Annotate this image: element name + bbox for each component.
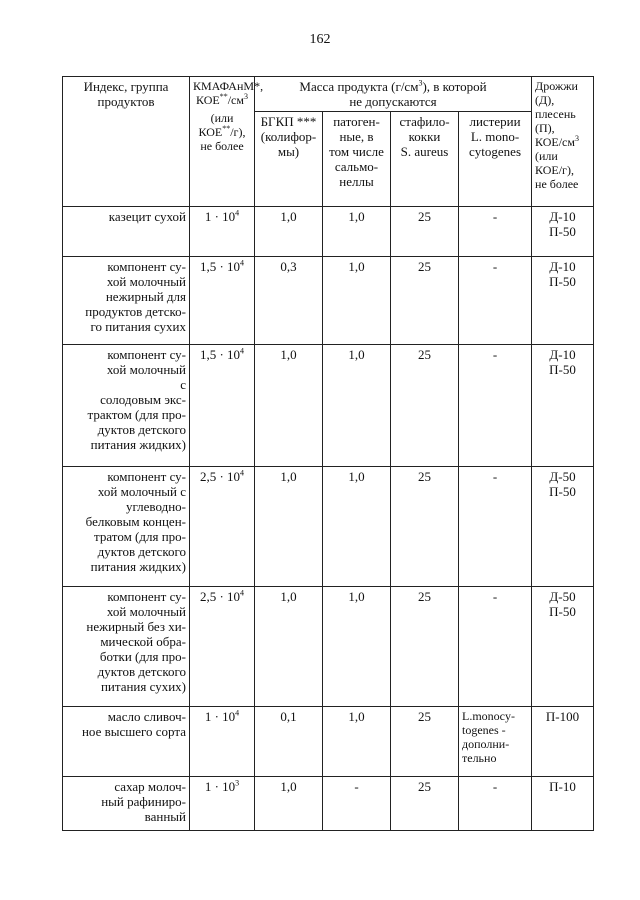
table-row — [63, 345, 594, 467]
header-row-1 — [63, 77, 594, 112]
header-kmafanm-line5: не более — [200, 139, 244, 153]
bgkp-value: 1,0 — [255, 587, 323, 707]
pathogens-value: 1,0 — [323, 345, 391, 467]
header-staph: стафило- кокки S. aureus — [391, 112, 459, 207]
pathogens-value: 1,0 — [323, 257, 391, 345]
header-bgkp: БГКП *** (колифор- мы) — [255, 112, 323, 207]
yeast-value: П-100 — [532, 707, 594, 777]
yeast-value: Д-50 П-50 — [532, 587, 594, 707]
staph-value: 25 — [391, 587, 459, 707]
listeria-value: - — [459, 467, 532, 587]
kmafanm-value: $1 \cdot 10^4$ — [190, 707, 255, 777]
listeria-value: - — [459, 207, 532, 257]
bgkp-value: 1,0 — [255, 777, 323, 831]
product-name: компонент су- хой молочный с углеводно- белковым концен- тратом (для про- дуктов детского питания жидких) — [63, 467, 190, 587]
product-name: компонент су- хой молочный нежирный для продуктов детско- го питания сухих — [63, 257, 190, 345]
table-row — [63, 587, 594, 707]
table-row — [63, 467, 594, 587]
bgkp-value: 1,0 — [255, 467, 323, 587]
header-index-group: Индекс, группа продуктов — [63, 77, 190, 207]
product-name: сахар молоч- ный рафиниро- ванный — [63, 777, 190, 831]
header-kmafanm — [190, 77, 264, 207]
header-kmafanm-line4: КОЕ**/г), — [198, 124, 246, 139]
product-name: компонент су- хой молочный нежирный без хи- мической обра- ботки (для про- дуктов детского питания сухих) — [63, 587, 190, 707]
bgkp-value: 0,1 — [255, 707, 323, 777]
microbiological-norms-table — [62, 76, 594, 831]
pathogens-value: 1,0 — [323, 587, 391, 707]
pathogens-value: - — [323, 777, 391, 831]
kmafanm-value: $1 \cdot 10^4$ — [190, 207, 255, 257]
header-listeria: листерии L. mono- cytogenes — [459, 112, 532, 207]
bgkp-value: 1,0 — [255, 207, 323, 257]
header-mass-text-b: ), в которой не допускаются — [349, 79, 487, 109]
header-kmafanm-line2: $КОЕ^{**}/см^3$ — [196, 92, 248, 107]
header-kmafanm-line1: КМАФАнМ*, — [193, 79, 264, 93]
listeria-value: - — [459, 587, 532, 707]
staph-value: 25 — [391, 207, 459, 257]
product-name: компонент су- хой молочный с солодовым экс- трактом (для про- дуктов детского питания жидких) — [63, 345, 190, 467]
header-kmafanm-line3: (или — [210, 111, 234, 125]
header-mass — [255, 77, 532, 112]
table-row — [63, 707, 594, 777]
yeast-value: Д-10 П-50 — [532, 345, 594, 467]
kmafanm-value: $2,5 \cdot 10^4$ — [190, 467, 255, 587]
page-number: 162 — [309, 32, 331, 47]
yeast-value: Д-10 П-50 — [532, 207, 594, 257]
staph-value: 25 — [391, 345, 459, 467]
table-row — [63, 207, 594, 257]
table-row — [63, 257, 594, 345]
header-mass-sup: 3 — [418, 78, 423, 88]
pathogens-value: 1,0 — [323, 207, 391, 257]
kmafanm-value: $1 \cdot 10^3$ — [190, 777, 255, 831]
staph-value: 25 — [391, 467, 459, 587]
product-name: казецит сухой — [63, 207, 190, 257]
bgkp-value: 0,3 — [255, 257, 323, 345]
pathogens-value: 1,0 — [323, 707, 391, 777]
listeria-value: - — [459, 345, 532, 467]
yeast-value: Д-10 П-50 — [532, 257, 594, 345]
kmafanm-value: $1,5 \cdot 10^4$ — [190, 345, 255, 467]
kmafanm-value: $2,5 \cdot 10^4$ — [190, 587, 255, 707]
staph-value: 25 — [391, 707, 459, 777]
yeast-value: Д-50 П-50 — [532, 467, 594, 587]
yeast-value: П-10 — [532, 777, 594, 831]
header-yeast: Дрожжи (Д), плесень (П), КОЕ/$см^3$ (или КОЕ/г), не более — [532, 77, 594, 207]
listeria-value: - — [459, 777, 532, 831]
header-mass-text-a: Масса продукта (г/см — [299, 79, 419, 94]
staph-value: 25 — [391, 777, 459, 831]
listeria-value: L.monocy- togenes - дополни- тельно — [459, 707, 532, 777]
staph-value: 25 — [391, 257, 459, 345]
kmafanm-value: $1,5 \cdot 10^4$ — [190, 257, 255, 345]
pathogens-value: 1,0 — [323, 467, 391, 587]
product-name: масло сливоч- ное высшего сорта — [63, 707, 190, 777]
table-row — [63, 777, 594, 831]
header-pathogens: патоген- ные, в том числе сальмо- неллы — [323, 112, 391, 207]
bgkp-value: 1,0 — [255, 345, 323, 467]
listeria-value: - — [459, 257, 532, 345]
